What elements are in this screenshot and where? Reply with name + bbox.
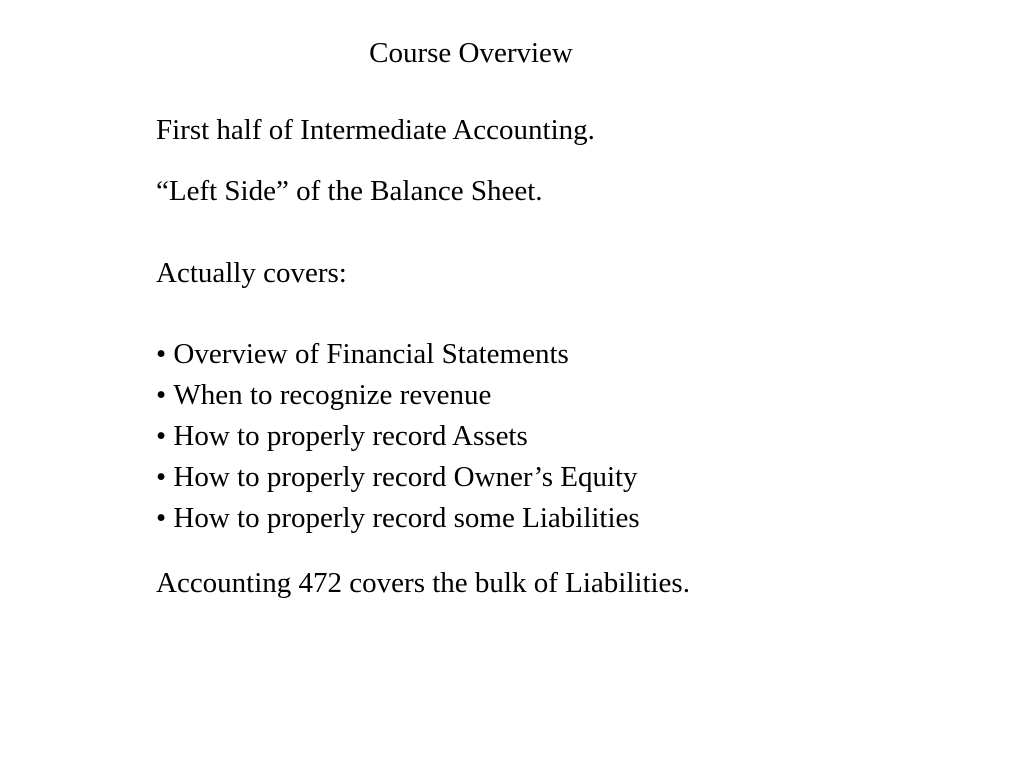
intro-line-first-half: First half of Intermediate Accounting.: [156, 114, 595, 146]
list-item-text: How to properly record Owner’s Equity: [173, 461, 638, 493]
slide-title: Course Overview: [369, 37, 573, 69]
intro-line-left-side: “Left Side” of the Balance Sheet.: [156, 175, 543, 207]
list-item-text: How to properly record some Liabilities: [173, 502, 640, 534]
list-item: [156, 375, 640, 416]
topics-list: [156, 334, 640, 539]
bullet-icon: •: [156, 461, 167, 493]
bullet-icon: •: [156, 338, 167, 370]
list-item-text: Overview of Financial Statements: [173, 338, 569, 370]
list-item: [156, 334, 640, 375]
list-item-text: When to recognize revenue: [173, 379, 492, 411]
bullet-icon: •: [156, 379, 167, 411]
closing-line: Accounting 472 covers the bulk of Liabilities.: [156, 567, 690, 599]
list-item: [156, 498, 640, 539]
covers-heading: Actually covers:: [156, 257, 347, 289]
list-item: [156, 416, 640, 457]
list-item-text: How to properly record Assets: [173, 420, 528, 452]
list-item: [156, 457, 640, 498]
bullet-icon: •: [156, 502, 167, 534]
bullet-icon: •: [156, 420, 167, 452]
